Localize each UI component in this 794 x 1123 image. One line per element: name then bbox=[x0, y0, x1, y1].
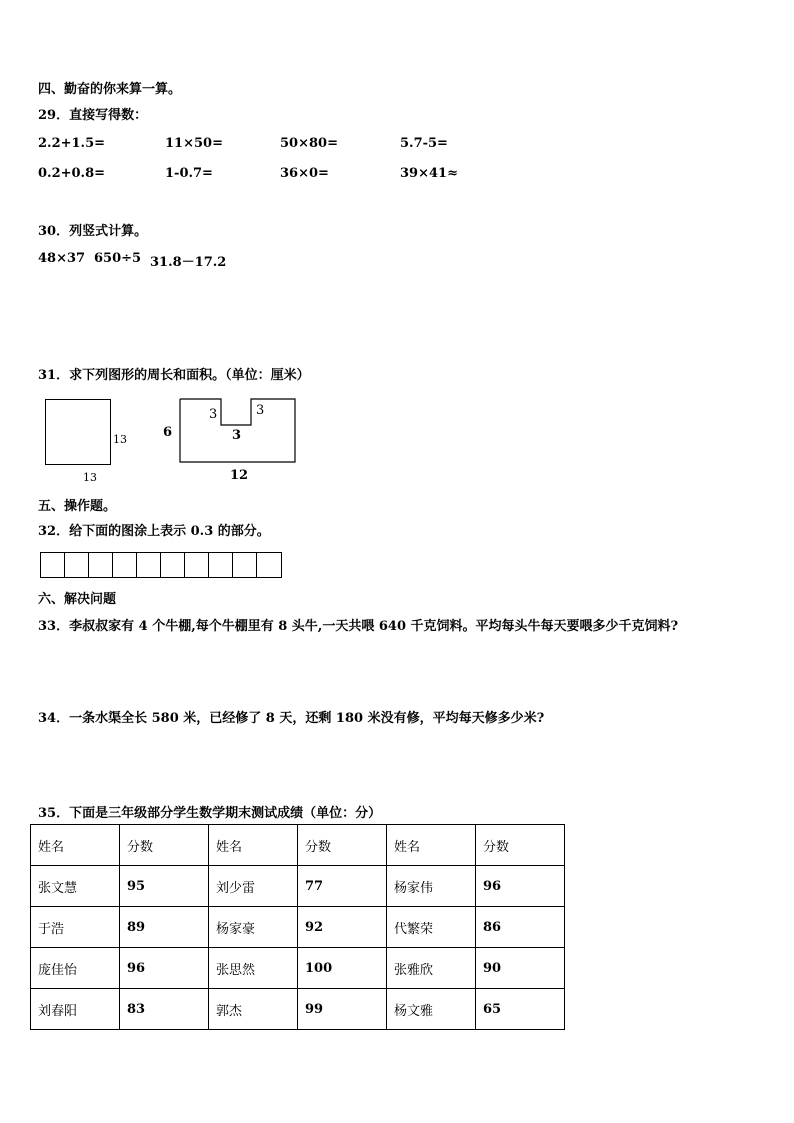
grid-cell[interactable] bbox=[137, 553, 161, 577]
shading-grid[interactable] bbox=[40, 552, 282, 578]
grid-cell[interactable] bbox=[209, 553, 233, 577]
notch-width-label: 3 bbox=[232, 428, 242, 443]
q29-expr: 11×50= bbox=[165, 136, 223, 151]
question-32-label: 32．给下面的图涂上表示 0.3 的部分。 bbox=[38, 524, 270, 539]
header-cell: 姓名 bbox=[387, 825, 476, 866]
q29-expr: 1-0.7= bbox=[165, 166, 213, 181]
q29-expr: 50×80= bbox=[280, 136, 338, 151]
question-30-label: 30．列竖式计算。 bbox=[38, 224, 148, 239]
grid-cell[interactable] bbox=[257, 553, 281, 577]
scores-table bbox=[30, 824, 565, 1030]
header-cell: 姓名 bbox=[31, 825, 120, 866]
section-title-4: 四、勤奋的你来算一算。 bbox=[38, 82, 182, 97]
table-row bbox=[31, 907, 565, 948]
grid-cell[interactable] bbox=[113, 553, 137, 577]
grid-cell[interactable] bbox=[161, 553, 185, 577]
student-name: 庞佳怡 bbox=[31, 948, 120, 989]
grid-cell[interactable] bbox=[233, 553, 257, 577]
student-score: 65 bbox=[476, 989, 565, 1030]
question-31-label: 31．求下列图形的周长和面积。（单位：厘米） bbox=[38, 368, 310, 383]
section-title-6: 六、解决问题 bbox=[38, 592, 117, 607]
section-title-5: 五、操作题。 bbox=[38, 499, 117, 514]
student-name: 郭杰 bbox=[209, 989, 298, 1030]
question-33-label: 33．李叔叔家有 4 个牛棚,每个牛棚里有 8 头牛,一天共喂 640 千克饲料。平均每头牛每天要喂多少千克饲料? bbox=[38, 619, 679, 634]
student-score: 77 bbox=[298, 866, 387, 907]
header-cell: 分数 bbox=[298, 825, 387, 866]
student-name: 张文慧 bbox=[31, 866, 120, 907]
student-score: 96 bbox=[476, 866, 565, 907]
header-cell: 分数 bbox=[476, 825, 565, 866]
student-score: 86 bbox=[476, 907, 565, 948]
student-score: 96 bbox=[120, 948, 209, 989]
question-35-label: 35．下面是三年级部分学生数学期末测试成绩（单位：分） bbox=[38, 806, 382, 821]
student-name: 杨家豪 bbox=[209, 907, 298, 948]
q29-expr: 0.2+0.8= bbox=[38, 166, 106, 181]
table-row bbox=[31, 866, 565, 907]
square-bottom-label: 13 bbox=[83, 471, 97, 484]
student-name: 杨家伟 bbox=[387, 866, 476, 907]
table-header-row bbox=[31, 825, 565, 866]
grid-cell[interactable] bbox=[41, 553, 65, 577]
grid-cell[interactable] bbox=[65, 553, 89, 577]
student-name: 于浩 bbox=[31, 907, 120, 948]
notched-bottom-label: 12 bbox=[230, 468, 249, 483]
student-score: 92 bbox=[298, 907, 387, 948]
question-34-label: 34．一条水渠全长 580 米，已经修了 8 天，还剩 180 米没有修，平均每天修多少米? bbox=[38, 711, 545, 726]
grid-cell[interactable] bbox=[89, 553, 113, 577]
question-29-label: 29．直接写得数： bbox=[38, 108, 148, 123]
q29-expr: 36×0= bbox=[280, 166, 329, 181]
student-name: 杨文雅 bbox=[387, 989, 476, 1030]
student-name: 张思然 bbox=[209, 948, 298, 989]
notch-left-label: 3 bbox=[209, 407, 218, 422]
student-score: 99 bbox=[298, 989, 387, 1030]
notched-height-label: 6 bbox=[163, 425, 173, 440]
table-row bbox=[31, 989, 565, 1030]
q29-expr: 5.7-5= bbox=[400, 136, 448, 151]
student-name: 刘少雷 bbox=[209, 866, 298, 907]
header-cell: 姓名 bbox=[209, 825, 298, 866]
q30-expr: 31.8－17.2 bbox=[150, 255, 227, 270]
table-row bbox=[31, 948, 565, 989]
student-name: 刘春阳 bbox=[31, 989, 120, 1030]
student-name: 张雅欣 bbox=[387, 948, 476, 989]
square-figure bbox=[45, 399, 111, 465]
student-score: 89 bbox=[120, 907, 209, 948]
student-score: 100 bbox=[298, 948, 387, 989]
student-score: 90 bbox=[476, 948, 565, 989]
header-cell: 分数 bbox=[120, 825, 209, 866]
student-score: 83 bbox=[120, 989, 209, 1030]
q30-expr: 650÷5 bbox=[94, 251, 142, 266]
student-name: 代繁荣 bbox=[387, 907, 476, 948]
square-side-label: 13 bbox=[113, 433, 127, 446]
notch-right-label: 3 bbox=[256, 403, 265, 418]
grid-cell[interactable] bbox=[185, 553, 209, 577]
q29-expr: 2.2+1.5= bbox=[38, 136, 106, 151]
student-score: 95 bbox=[120, 866, 209, 907]
q29-expr: 39×41≈ bbox=[400, 166, 458, 181]
q30-expr: 48×37 bbox=[38, 251, 86, 266]
